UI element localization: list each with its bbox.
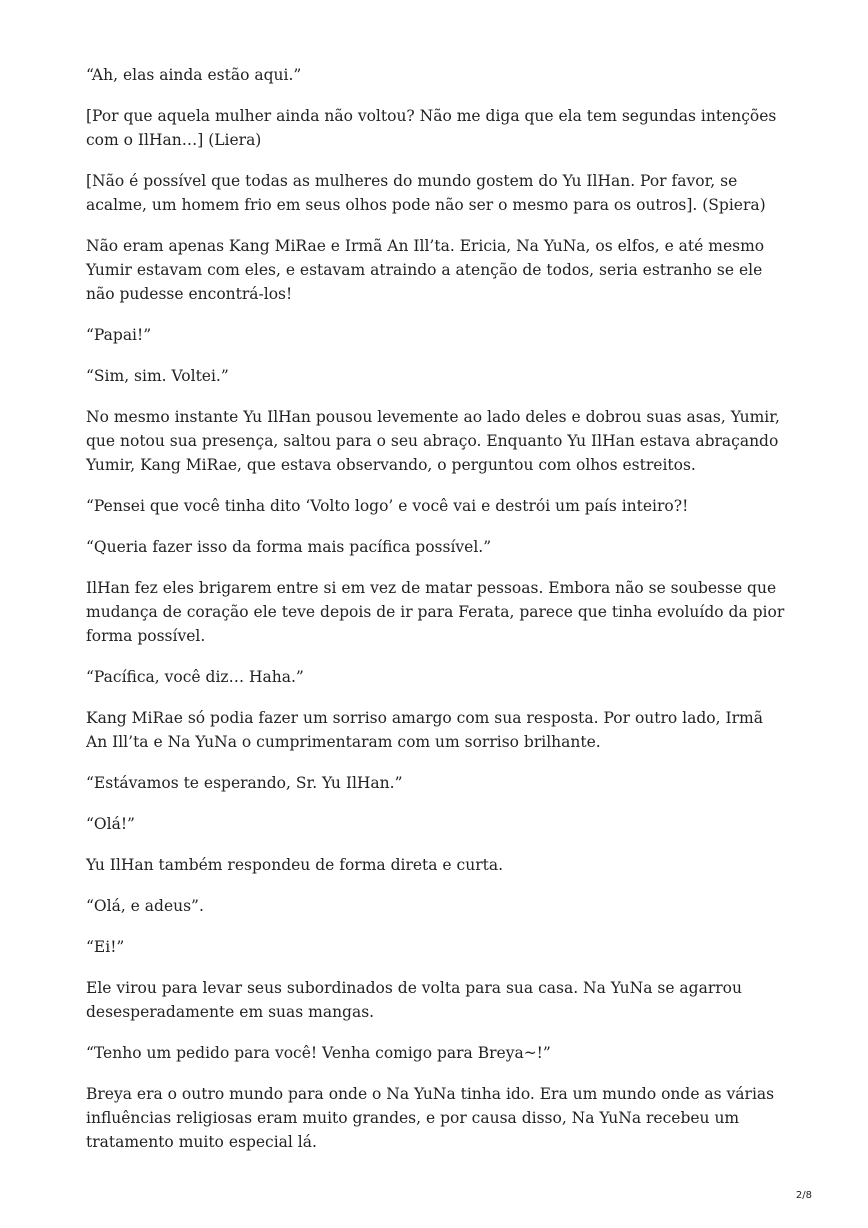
paragraph: “Queria fazer isso da forma mais pacífica possível.” [86, 538, 492, 556]
document-body [86, 63, 786, 1171]
paragraph: “Pensei que você tinha dito ‘Volto logo’ e você vai e destrói um país inteiro?! [86, 497, 689, 515]
paragraph: “Ei!” [86, 938, 125, 956]
page-number: 2/8 [795, 1190, 812, 1201]
paragraph: “Ah, elas ainda estão aqui.” [86, 66, 302, 84]
paragraph: No mesmo instante Yu IlHan pousou levemente ao lado deles e dobrou suas asas, Yumir, que notou sua presença, saltou para o seu abraço. Enquanto Yu IlHan estava abraçando Yumir, Kang MiRae, que estava observando, o perguntou com olhos estreitos. [86, 408, 780, 474]
paragraph: “Pacífica, você diz… Haha.” [86, 668, 304, 686]
paragraph: “Estávamos te esperando, Sr. Yu IlHan.” [86, 774, 403, 792]
paragraph: [Não é possível que todas as mulheres do mundo gostem do Yu IlHan. Por favor, se acalme, um homem frio em seus olhos pode não ser o mesmo para os outros]. (Spiera) [86, 172, 766, 214]
paragraph: “Olá!” [86, 815, 135, 833]
paragraph: “Papai!” [86, 326, 152, 344]
paragraph: “Sim, sim. Voltei.” [86, 367, 229, 385]
paragraph: Yu IlHan também respondeu de forma direta e curta. [86, 856, 504, 874]
paragraph: “Tenho um pedido para você! Venha comigo para Breya~!” [86, 1044, 551, 1062]
paragraph: “Olá, e adeus”. [86, 897, 204, 915]
paragraph: Ele virou para levar seus subordinados de volta para sua casa. Na YuNa se agarrou desesperadamente em suas mangas. [86, 979, 742, 1021]
paragraph: Kang MiRae só podia fazer um sorriso amargo com sua resposta. Por outro lado, Irmã An Ill’ta e Na YuNa o cumprimentaram com um sorriso brilhante. [86, 709, 763, 751]
paragraph: Breya era o outro mundo para onde o Na YuNa tinha ido. Era um mundo onde as várias influências religiosas eram muito grandes, e por causa disso, Na YuNa recebeu um tratamento muito especial lá. [86, 1085, 775, 1151]
paragraph: Não eram apenas Kang MiRae e Irmã An Ill’ta. Ericia, Na YuNa, os elfos, e até mesmo Yumir estavam com eles, e estavam atraindo a atenção de todos, seria estranho se ele não pudesse encontrá-los! [86, 237, 765, 303]
paragraph: [Por que aquela mulher ainda não voltou? Não me diga que ela tem segundas intenções com o IlHan…] (Liera) [86, 107, 777, 149]
paragraph: IlHan fez eles brigarem entre si em vez de matar pessoas. Embora não se soubesse que mudança de coração ele teve depois de ir para Ferata, parece que tinha evoluído da pior forma possível. [86, 579, 785, 645]
